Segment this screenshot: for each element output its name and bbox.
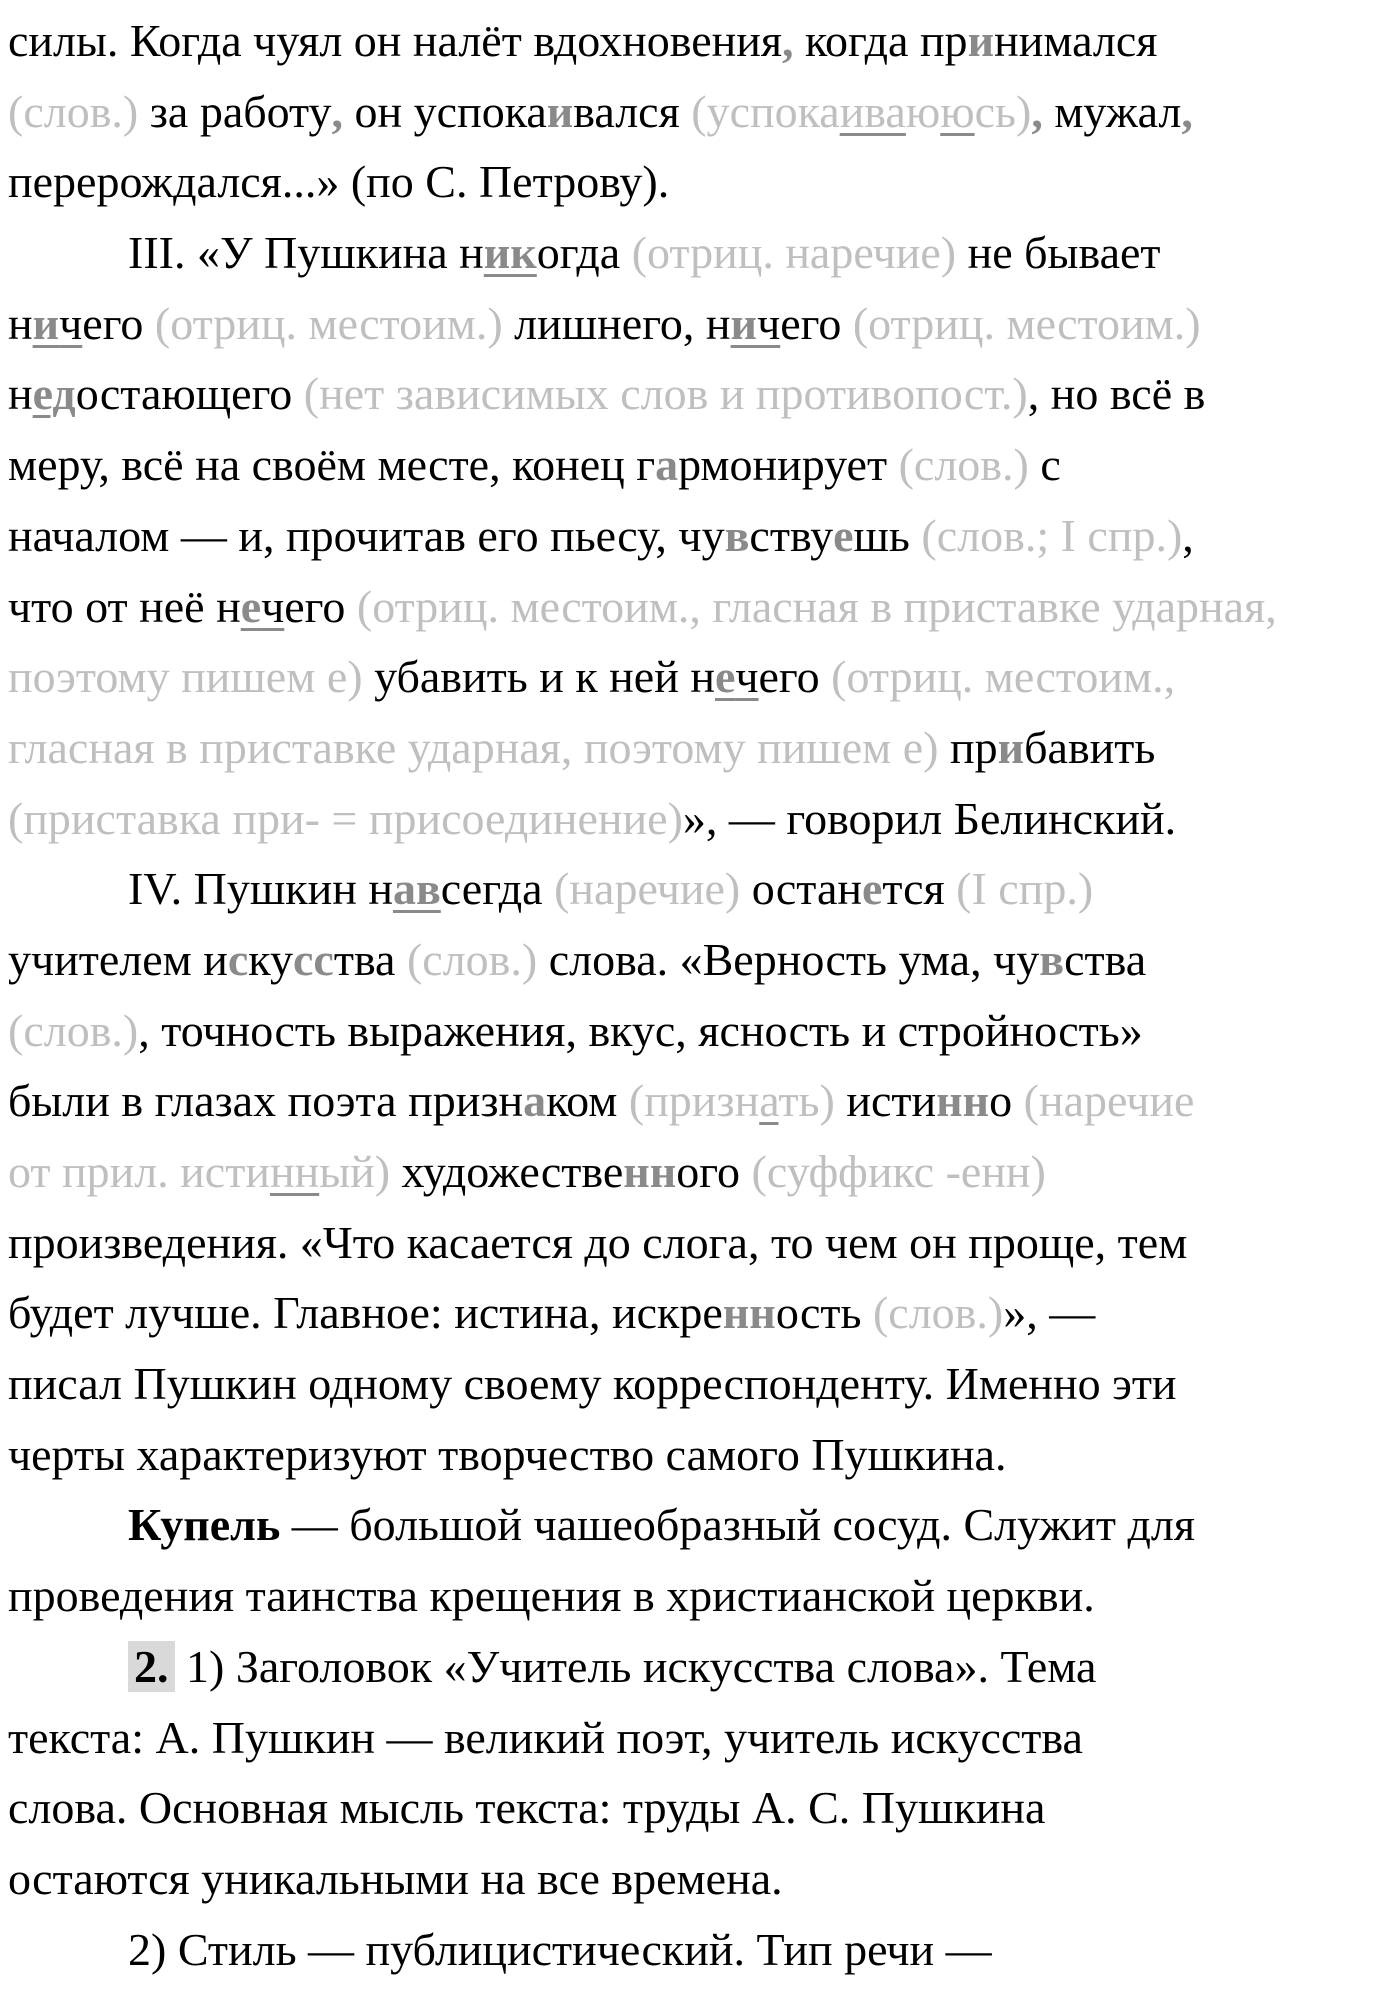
gray-note: (слов.; I спр.): [921, 509, 1183, 561]
highlighted-letter: нн: [936, 1075, 990, 1127]
highlighted-letter: е: [861, 863, 883, 915]
highlighted-letter: нн: [722, 1287, 776, 1339]
highlighted-letter: и: [997, 721, 1025, 773]
text-run: его: [82, 297, 155, 349]
text-run: ость: [775, 1287, 873, 1339]
highlighted-letter: а: [523, 1075, 547, 1127]
gray-note: (отриц. местоим.): [154, 297, 503, 349]
text-line: [8, 501, 1400, 572]
text-run: он успока: [343, 85, 547, 137]
text-line: [8, 1703, 1400, 1774]
text-run: убавить и к ней н: [362, 651, 715, 703]
highlighted-letter: нн: [623, 1146, 677, 1197]
text-line: [8, 1773, 1400, 1844]
bold-term: Купель: [128, 1499, 281, 1551]
gray-note: (слов.): [406, 933, 538, 985]
highlighted-letter: в: [1039, 933, 1065, 985]
highlighted-letter: в: [724, 509, 750, 561]
gray-note: (суффикс -енн): [751, 1146, 1046, 1197]
highlighted-letter: с: [227, 933, 249, 985]
text-run: огда: [536, 227, 632, 279]
text-run: — большой чашеобразный сосуд. Служит для: [280, 1499, 1195, 1551]
text-run: ого: [676, 1146, 752, 1197]
gray-note: (наречие): [554, 863, 741, 915]
text-run: тся: [882, 863, 957, 915]
text-run: слова. Основная мысль текста: труды А. С. Пушкина: [8, 1782, 1046, 1834]
text-line: [8, 1278, 1400, 1349]
text-run: художестве: [390, 1146, 624, 1197]
text-run: будет лучше. Главное: истина, искре: [8, 1287, 723, 1339]
highlighted-letter: и: [32, 297, 60, 349]
task-number: 2.: [128, 1641, 175, 1692]
gray-note: (слов.): [872, 1287, 1004, 1339]
text-run: нимался: [994, 15, 1158, 66]
text-run: писал Пушкин одному своему корреспонденту. Именно эти: [8, 1358, 1177, 1410]
text-run: остаются уникальными на все времена.: [8, 1852, 783, 1904]
text-line: [8, 359, 1400, 430]
text-line: [8, 147, 1400, 218]
highlighted-letter: ,: [331, 85, 344, 137]
highlighted-letter: ик: [483, 227, 537, 279]
text-run: ку: [248, 933, 293, 985]
text-line: [8, 1490, 1400, 1561]
gray-note: (нет зависимых слов и противопост.): [303, 368, 1028, 420]
text-line: [8, 430, 1400, 501]
text-run: текста: А. Пушкин — великий поэт, учитель искусства: [8, 1711, 1083, 1763]
text-run: что от неё н: [8, 580, 241, 632]
text-run: его: [780, 297, 853, 349]
highlighted-letter: ав: [392, 863, 441, 915]
gray-note: (приставка при- = присоединение): [8, 792, 683, 844]
gray-note: (наречие: [1023, 1075, 1195, 1127]
highlighted-letter: и: [967, 15, 995, 66]
gray-note-highlight: а: [759, 1075, 779, 1127]
text-run: сегда: [440, 863, 555, 915]
text-line: [8, 1349, 1400, 1420]
text-run: слова. «Верность ума, чу: [537, 933, 1040, 985]
text-run: 1) Заголовок «Учитель искусства слова». Тема: [174, 1640, 1097, 1692]
underlined-letter: ч: [261, 580, 285, 632]
gray-note: (слов.): [898, 439, 1029, 491]
gray-note: поэтому пишем е): [8, 651, 363, 703]
highlighted-letter: е: [240, 580, 262, 632]
text-run: перерождался...» (по С. Петрову).: [8, 156, 670, 208]
underlined-letter: ч: [59, 297, 83, 349]
text-run: бавить: [1024, 721, 1156, 773]
highlighted-letter: сс: [293, 933, 334, 985]
gray-note: (отриц. местоим., гласная в приставке ударная,: [356, 580, 1277, 632]
text-line: [8, 784, 1400, 855]
gray-note: от прил. исти: [8, 1146, 270, 1197]
gray-note: сь): [974, 85, 1032, 137]
text-run: , но всё в: [1027, 368, 1206, 420]
text-line: [8, 1632, 1400, 1703]
text-run: рмонирует: [678, 439, 899, 491]
text-run: его: [758, 651, 832, 703]
gray-note: (I спр.): [956, 863, 1094, 915]
text-line: [8, 642, 1400, 713]
highlighted-letter: и: [546, 85, 574, 137]
text-run: пр: [938, 721, 998, 773]
text-line: [8, 1066, 1400, 1137]
text-run: шь: [853, 509, 922, 561]
text-run: учителем и: [8, 933, 228, 985]
text-run: черты характеризуют творчество самого Пушкина.: [8, 1428, 1007, 1480]
text-run: не бывает: [956, 227, 1161, 279]
text-line: [8, 1561, 1400, 1632]
text-line: [8, 925, 1400, 996]
text-line: [8, 1915, 1400, 1986]
text-run: III. «У Пушкина н: [128, 227, 484, 279]
text-run: лишнего, н: [502, 297, 731, 349]
highlighted-letter: а: [655, 439, 679, 491]
text-line: [8, 854, 1400, 925]
text-run: вался: [573, 85, 692, 137]
text-run: IV. Пушкин н: [128, 863, 393, 915]
highlighted-letter: ,: [1031, 85, 1043, 137]
text-run: ству: [749, 509, 834, 561]
gray-note-highlight: ива: [839, 85, 906, 137]
text-run: н: [8, 368, 33, 420]
highlighted-letter: ,: [1181, 85, 1193, 137]
gray-note: (отриц. местоим.): [852, 297, 1201, 349]
gray-note: (успока: [691, 85, 840, 137]
text-run: », —: [1003, 1287, 1096, 1339]
text-line: [8, 1420, 1400, 1491]
text-run: проведения таинства крещения в христианской церкви.: [8, 1570, 1095, 1622]
text-line: [8, 713, 1400, 784]
text-run: 2) Стиль — публицистический. Тип речи —: [128, 1923, 992, 1975]
gray-note: (слов.): [8, 85, 139, 137]
text-run: произведения. «Что касается до слога, то чем он проще, тем: [8, 1216, 1188, 1268]
text-run: когда пр: [793, 15, 968, 66]
text-run: , точность выражения, вкус, ясность и стройность»: [138, 1004, 1143, 1056]
text-line: [8, 1844, 1400, 1915]
gray-note: (отриц. наречие): [631, 227, 957, 279]
text-run: исти: [834, 1075, 937, 1127]
text-run: за работу: [138, 85, 332, 137]
text-run: остан: [740, 863, 862, 915]
highlighted-letter: е: [714, 651, 736, 703]
gray-note: (слов.): [8, 1004, 139, 1056]
highlighted-letter: е: [833, 509, 854, 561]
gray-note-highlight: ю: [940, 85, 975, 137]
text-run: », — говорил Белинский.: [682, 792, 1177, 844]
text-line: [8, 1137, 1400, 1208]
text-run: ства: [1064, 933, 1147, 985]
text-run: были в глазах поэта призн: [8, 1075, 524, 1127]
highlighted-letter: ед: [32, 368, 76, 420]
text-line: [8, 289, 1400, 360]
text-line: [8, 218, 1400, 289]
text-run: тва: [333, 933, 407, 985]
text-line: [8, 996, 1400, 1067]
text-run: меру, всё на своём месте, конец г: [8, 439, 656, 491]
underlined-letter: ч: [757, 297, 781, 349]
text-run: с: [1028, 439, 1061, 491]
text-run: силы. Когда чуял он налёт вдохновения: [8, 15, 783, 66]
text-line: [8, 1208, 1400, 1279]
text-run: мужал: [1042, 85, 1182, 137]
text-run: его: [284, 580, 357, 632]
text-line: [8, 6, 1400, 77]
gray-note: ю: [905, 85, 941, 137]
gray-note: (отриц. местоим.,: [831, 651, 1176, 703]
underlined-letter: ч: [735, 651, 759, 703]
gray-note: гласная в приставке ударная, поэтому пишем е): [8, 721, 939, 773]
gray-note: ть): [778, 1075, 835, 1127]
text-line: [8, 572, 1400, 643]
text-run: началом — и, прочитав его пьесу, чу: [8, 509, 725, 561]
text-line: [8, 77, 1400, 148]
gray-note: ый): [319, 1146, 391, 1197]
highlighted-letter: ,: [782, 15, 794, 66]
text-run: ком: [546, 1075, 629, 1127]
text-run: ,: [1182, 509, 1194, 561]
gray-note: (призн: [628, 1075, 760, 1127]
gray-note-highlight: нн: [269, 1146, 320, 1197]
text-run: н: [8, 297, 33, 349]
text-run: о: [989, 1075, 1024, 1127]
text-run: остающего: [75, 368, 304, 420]
highlighted-letter: и: [730, 297, 758, 349]
